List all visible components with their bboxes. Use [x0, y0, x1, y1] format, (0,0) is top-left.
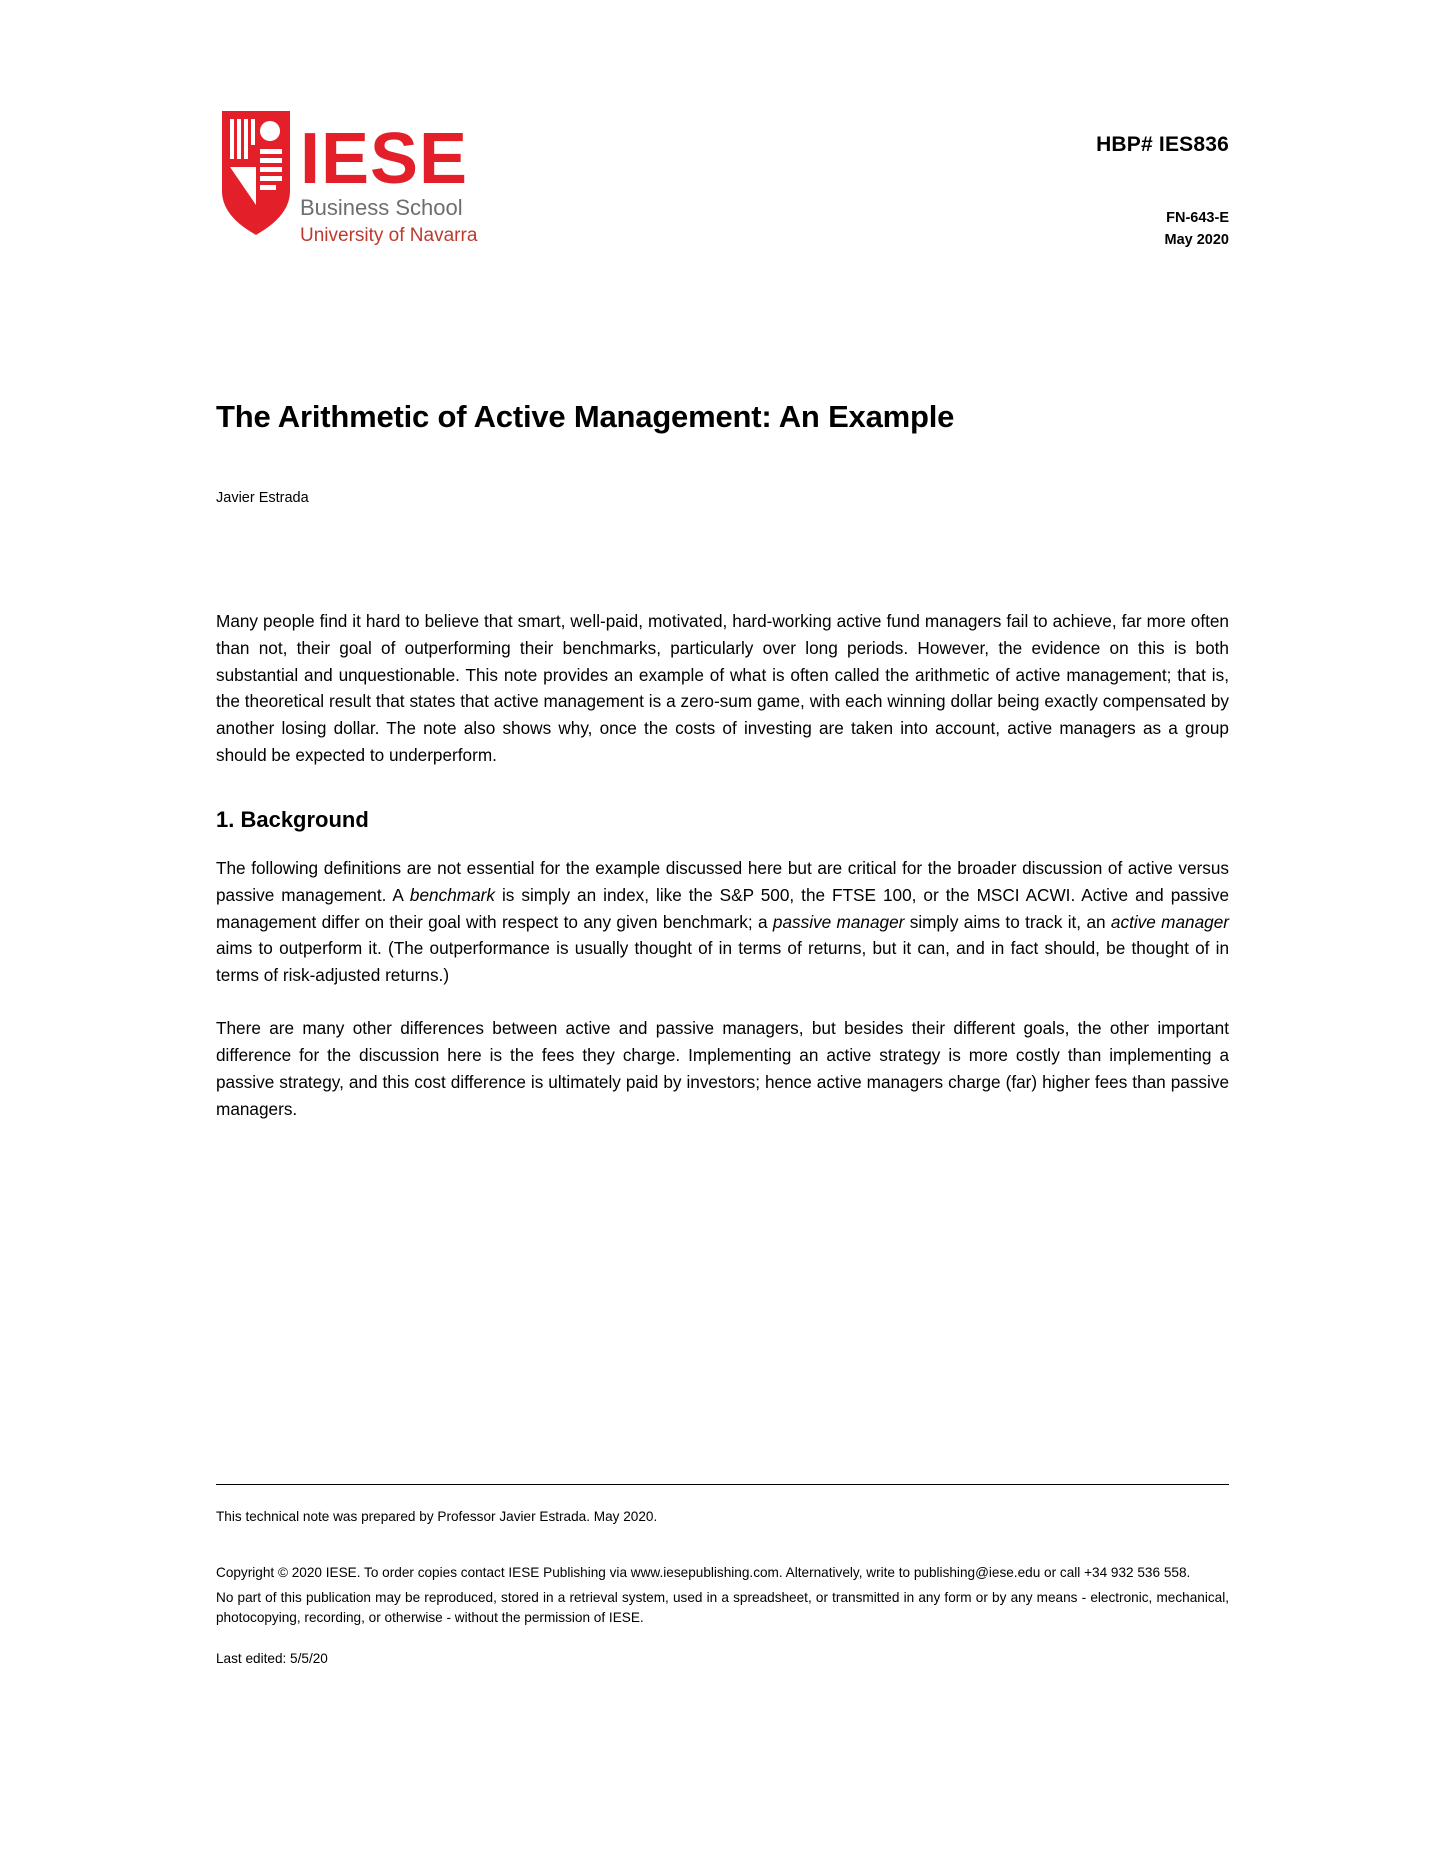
section1-p1-part-d: aims to outperform it. (The outperformance is usually thought of in terms of returns, but it can, and in fact should, be thought of in terms of risk-adjusted returns.)	[216, 938, 1229, 986]
footer-copyright: Copyright © 2020 IESE. To order copies contact IESE Publishing via www.iesepublishing.com. Alternatively, write to publishing@iese.edu or call +34 932 536 558.	[216, 1565, 1191, 1581]
footer-spacer	[216, 1547, 1229, 1563]
svg-text:University of Navarra: University of Navarra	[300, 225, 478, 246]
iese-logo	[216, 105, 496, 265]
footer-divider	[216, 1484, 1229, 1485]
footer-last-edited: Last edited: 5/5/20	[216, 1650, 328, 1666]
document-body	[216, 608, 1229, 1148]
term-passive-manager: passive manager	[772, 911, 905, 932]
footer-prepared-by: This technical note was prepared by Professor Javier Estrada. May 2020.	[216, 1509, 658, 1524]
section1-p1-part-b: is simply an index, like the S&P 500, the FTSE 100, or the MSCI ACWI. Active and passive management differ on their goal with respect to any given benchmark; a	[216, 884, 1230, 932]
svg-text:IESE: IESE	[300, 119, 469, 199]
svg-text:Business School: Business School	[300, 195, 463, 220]
document-header	[216, 105, 1229, 265]
author-name: Javier Estrada	[216, 490, 309, 506]
footer-reproduction-notice: No part of this publication may be reproduced, stored in a retrieval system, used in a spreadsheet, or transmitted in any form or by any means - electronic, mechanical, photocopying, recording, or otherwise - without the permission of IESE.	[216, 1589, 1229, 1626]
page-title: The Arithmetic of Active Management: An Example	[216, 398, 955, 434]
section1-paragraph-2: There are many other differences between active and passive managers, but besides their different goals, the other important difference for the discussion here is the fees they charge. Implementing an active strategy is more costly than implementing a passive strategy, and this cost difference is ultimately paid by investors; hence active managers charge (far) higher fees than passive managers.	[216, 1018, 1229, 1119]
section-heading-background: 1. Background	[216, 806, 369, 832]
term-active-manager: active manager	[1110, 911, 1230, 932]
doc-date: May 2020	[1164, 232, 1229, 249]
term-benchmark: benchmark	[409, 884, 495, 905]
doc-reference-code: FN-643-E	[1166, 210, 1229, 226]
section1-p1-part-a: The following definitions are not essential for the example discussed here but are critical for the broader discussion of active versus passive management. A	[216, 857, 1229, 905]
section1-paragraph-1	[216, 855, 1229, 989]
section1-p1-part-c: simply aims to track it, an	[904, 911, 1111, 932]
iese-shield-icon	[222, 111, 290, 235]
hbp-code: HBP# IES836	[1096, 133, 1229, 156]
abstract-paragraph: Many people find it hard to believe that smart, well-paid, motivated, hard-working active fund managers fail to achieve, far more often than not, their goal of outperforming their benchmarks, particularly over long periods. However, the evidence on this is both substantial and unquestionable. This note provides an example of what is often called the arithmetic of active management; that is, the theoretical result that states that active management is a zero-sum game, with each winning dollar being exactly compensated by another losing dollar. The note also shows why, once the costs of investing are taken into account, active managers as a group should be expected to underperform.	[216, 611, 1229, 766]
document-codes	[1096, 133, 1229, 252]
document-footer	[216, 1484, 1229, 1669]
